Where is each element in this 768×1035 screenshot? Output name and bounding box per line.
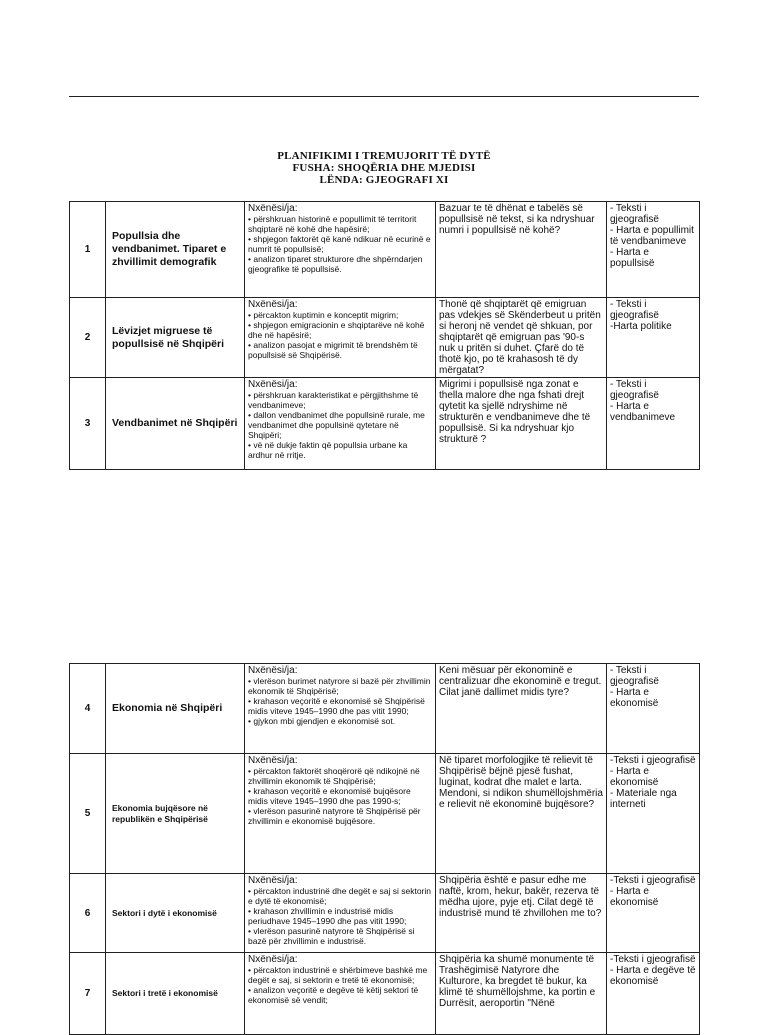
field-title: FUSHA: SHOQËRIA DHE MJEDISI bbox=[292, 162, 476, 174]
row-number: 4 bbox=[70, 664, 106, 754]
plan-table-2 bbox=[69, 663, 700, 1035]
objectives-cell bbox=[245, 953, 436, 1035]
topic-cell: Popullsia dhe vendbanimet. Tiparet e zhvillimit demografik bbox=[106, 202, 245, 298]
row-number: 1 bbox=[70, 202, 106, 298]
objective-item: • analizon tiparet strukturore dhe shpërndarjen gjeografike të popullsisë. bbox=[248, 254, 423, 274]
row-number: 7 bbox=[70, 953, 106, 1035]
table-row bbox=[70, 664, 700, 754]
table-row bbox=[70, 298, 700, 378]
objective-item: • analizon pasojat e migrimit të brendshëm të popullsisë së Shqipërisë. bbox=[248, 340, 418, 360]
question-cell: Thonë që shqiptarët që emigruan pas vdekjes së Skënderbeut u pritën si heronj në vendet që shkuan, por shqiptarët që emigruan pas '90-s nuk u pritën si duhet. Çfarë do të thotë kjo, po të krahasosh të dy mërgatat? bbox=[436, 298, 607, 378]
row-number: 3 bbox=[70, 378, 106, 470]
table-row bbox=[70, 874, 700, 953]
question-cell: Keni mësuar për ekonominë e centralizuar dhe ekonominë e tregut. Cilat janë dallimet midis tyre? bbox=[436, 664, 607, 754]
question-cell: Bazuar te të dhënat e tabelës së popullsisë në tekst, si ka ndryshuar numri i popullsisë në kohë? bbox=[436, 202, 607, 298]
objective-item: • shpjegon emigracionin e shqiptarëve në kohë dhe në hapësirë; bbox=[248, 320, 425, 340]
objectives-cell bbox=[245, 298, 436, 378]
objective-item: • vlerëson pasurinë natyrore të Shqipërisë si bazë për zhvillimin e industrisë. bbox=[248, 926, 415, 946]
topic-cell: Vendbanimet në Shqipëri bbox=[106, 378, 245, 470]
objective-item: • dallon vendbanimet dhe popullsinë rurale, me vendbanimet dhe popullsinë qytetare në Shqipëri; bbox=[248, 410, 425, 440]
topic-cell: Sektori i dytë i ekonomisë bbox=[106, 874, 245, 953]
topic-cell: Sektori i tretë i ekonomisë bbox=[106, 953, 245, 1035]
table-row bbox=[70, 378, 700, 470]
question-cell: Shqipëria është e pasur edhe me naftë, krom, hekur, bakër, rezerva të mëdha ujore, pyje etj. Cilat degë të industrisë mund të zhvillohen me to? bbox=[436, 874, 607, 953]
objective-item: • përcakton faktorët shoqërorë që ndikojnë në zhvillimin ekonomik të Shqipërisë; bbox=[248, 766, 420, 786]
topic-cell: Lëvizjet migruese të popullsisë në Shqipëri bbox=[106, 298, 245, 378]
objectives-lead: Nxënësi/ja: bbox=[248, 203, 298, 214]
objective-item: • gjykon mbi gjendjen e ekonomisë sot. bbox=[248, 716, 396, 726]
resources-cell: -Teksti i gjeografisë - Harta e ekonomisë bbox=[607, 874, 700, 953]
question-cell: Migrimi i popullsisë nga zonat e thella malore dhe nga fshati drejt qytetit ka sjellë ndryshime në strukturën e vendbanimeve dhe të popullsisë. Si ka ndryshuar kjo strukturë ? bbox=[436, 378, 607, 470]
row-number: 2 bbox=[70, 298, 106, 378]
objectives-lead: Nxënësi/ja: bbox=[248, 954, 298, 965]
plan-title: PLANIFIKIMI I TREMUJORIT TË DYTË bbox=[277, 150, 491, 162]
objective-item: • krahason veçoritë e ekonomisë së Shqipërisë midis viteve 1945–1990 dhe pas vitit 1990; bbox=[248, 696, 425, 716]
objective-item: • përcakton industrinë dhe degët e saj si sektorin e dytë të ekonomisë; bbox=[248, 886, 431, 906]
table-row bbox=[70, 202, 700, 298]
objectives-cell bbox=[245, 874, 436, 953]
table-row bbox=[70, 953, 700, 1035]
objectives-cell bbox=[245, 202, 436, 298]
topic-cell: Ekonomia në Shqipëri bbox=[106, 664, 245, 754]
objectives-cell bbox=[245, 664, 436, 754]
objectives-lead: Nxënësi/ja: bbox=[248, 755, 298, 766]
objective-item: • vlerëson burimet natyrore si bazë për zhvillimin ekonomik të Shqipërisë; bbox=[248, 676, 431, 696]
header-rule bbox=[69, 96, 699, 97]
resources-cell: - Teksti i gjeografisë - Harta e ekonomisë bbox=[607, 664, 700, 754]
row-number: 6 bbox=[70, 874, 106, 953]
question-cell: Në tiparet morfologjike të relievit të Shqipërisë bëjnë pjesë fushat, luginat, kodrat dhe malet e larta. Mendoni, si ndikon shumëllojshmëria e relievit në ekonominë bujqësore? bbox=[436, 754, 607, 874]
resources-cell: -Teksti i gjeografisë - Harta e ekonomisë - Materiale nga interneti bbox=[607, 754, 700, 874]
plan-table-1 bbox=[69, 201, 700, 470]
objective-item: • përcakton industrinë e shërbimeve bashkë me degët e saj, si sektorin e tretë të ekonomisë; bbox=[248, 965, 428, 985]
objective-item: • përshkruan karakteristikat e përgjithshme të vendbanimeve; bbox=[248, 390, 419, 410]
resources-cell: - Teksti i gjeografisë - Harta e popullimit të vendbanimeve - Harta e popullsisë bbox=[607, 202, 700, 298]
table-row bbox=[70, 754, 700, 874]
objectives-lead: Nxënësi/ja: bbox=[248, 665, 298, 676]
subject-title: LËNDA: GJEOGRAFI XI bbox=[319, 174, 449, 186]
objectives-lead: Nxënësi/ja: bbox=[248, 299, 298, 310]
question-cell: Shqipëria ka shumë monumente të Trashëgimisë Natyrore dhe Kulturore, ka bregdet të bukur, ka klimë të shumëllojshme, ka portin e Durrësit, aeroportin "Nënë bbox=[436, 953, 607, 1035]
objectives-lead: Nxënësi/ja: bbox=[248, 875, 298, 886]
objectives-lead: Nxënësi/ja: bbox=[248, 379, 298, 390]
objective-item: • vë në dukje faktin që popullsia urbane ka ardhur në rritje. bbox=[248, 440, 408, 460]
objective-item: • krahason zhvillimin e industrisë midis periudhave 1945–1990 dhe pas vitit 1990; bbox=[248, 906, 407, 926]
objective-item: • përcakton kuptimin e konceptit migrim; bbox=[248, 310, 399, 320]
objective-item: • shpjegon faktorët që kanë ndikuar në ecurinë e numrit të popullsisë; bbox=[248, 234, 431, 254]
row-number: 5 bbox=[70, 754, 106, 874]
objective-item: • vlerëson pasurinë natyrore të Shqipërisë për zhvillimin e ekonomisë bujqësore. bbox=[248, 806, 421, 826]
resources-cell: -Teksti i gjeografisë - Harta e degëve të ekonomisë bbox=[607, 953, 700, 1035]
document-header bbox=[0, 150, 768, 186]
objectives-cell bbox=[245, 378, 436, 470]
objective-item: • analizon veçoritë e degëve të këtij sektori të ekonomisë së vendit; bbox=[248, 985, 419, 1005]
objectives-cell bbox=[245, 754, 436, 874]
objective-item: • krahason veçoritë e ekonomisë bujqësore midis viteve 1945–1990 dhe pas 1990-s; bbox=[248, 786, 411, 806]
objective-item: • përshkruan historinë e popullimit të territorit shqiptarë në kohë dhe hapësirë; bbox=[248, 214, 417, 234]
resources-cell: - Teksti i gjeografisë - Harta e vendbanimeve bbox=[607, 378, 700, 470]
topic-cell: Ekonomia bujqësore në republikën e Shqipërisë bbox=[106, 754, 245, 874]
resources-cell: - Teksti i gjeografisë -Harta politike bbox=[607, 298, 700, 378]
